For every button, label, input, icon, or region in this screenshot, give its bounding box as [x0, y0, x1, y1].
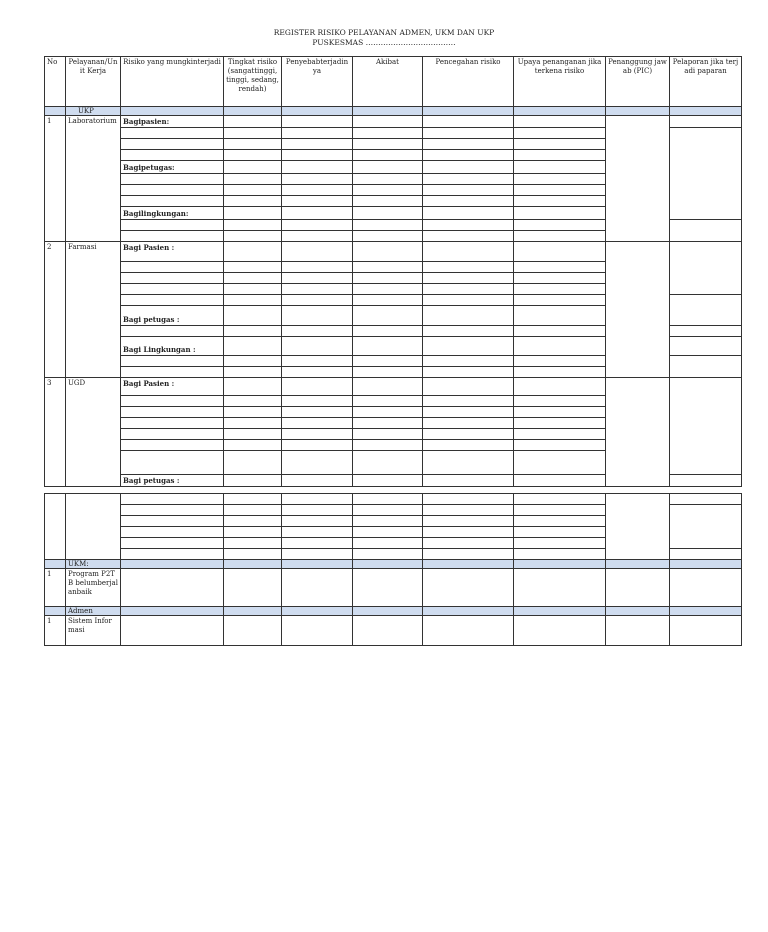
row-number: 1: [45, 569, 66, 607]
header-no: No: [45, 57, 66, 107]
section-row-ukm: [45, 560, 742, 569]
subheading: Bagilingkungan:: [121, 207, 224, 220]
header-effect: Akibat: [353, 57, 423, 107]
subheading: Bagi petugas :: [121, 475, 224, 487]
header-handling: Upaya penanganan jika terkena risiko: [514, 57, 606, 107]
section-row-admen: [45, 607, 742, 616]
header-risk: Risiko yang mungkinterjadi: [121, 57, 224, 107]
risk-register-table: [44, 56, 742, 487]
section-label-admen: Admen: [66, 607, 121, 616]
section-label-ukp: UKP: [66, 107, 121, 116]
unit-name: Laboratorium: [66, 116, 121, 242]
section-label-ukm: UKM:: [66, 560, 121, 569]
unit-name: Sistem Informasi: [66, 616, 121, 646]
row-number: 2: [45, 242, 66, 378]
table-row: [45, 378, 742, 396]
table-row: [45, 116, 742, 128]
header-row: [45, 57, 742, 107]
subheading: Bagi petugas :: [121, 306, 224, 326]
document-title: REGISTER RISIKO PELAYANAN ADMEN, UKM DAN UKP: [273, 28, 495, 37]
header-pic: Penanggung jawab (PIC): [606, 57, 670, 107]
unit-name: Farmasi: [66, 242, 121, 378]
row-number: 3: [45, 378, 66, 487]
row-number: 1: [45, 616, 66, 646]
header-reporting: Pelaporan jika terjadi paparan: [670, 57, 742, 107]
table-row: [45, 242, 742, 262]
unit-name: Program P2TB belumberjalanbaik: [66, 569, 121, 607]
subheading: Bagi Lingkungan :: [121, 337, 224, 356]
table-row: [45, 616, 742, 646]
document-subtitle: PUSKESMAS ………………………………: [312, 38, 456, 47]
row-number: 1: [45, 116, 66, 242]
risk-register-table-continued: [44, 493, 742, 646]
subheading: Bagipetugas:: [121, 161, 224, 174]
subheading: Bagi Pasien :: [121, 378, 224, 396]
header-cause: Penyebabterjadinya: [282, 57, 353, 107]
section-row-ukp: [45, 107, 742, 116]
header-prevention: Pencegahan risiko: [423, 57, 514, 107]
header-level: Tingkat risiko (sangattinggi, tinggi, sedang, rendah): [224, 57, 282, 107]
subheading: Bagi Pasien :: [121, 242, 224, 262]
table-row: [45, 569, 742, 607]
header-unit: Pelayanan/Unit Kerja: [66, 57, 121, 107]
unit-name: UGD: [66, 378, 121, 487]
table-row: [45, 494, 742, 505]
subheading: Bagipasien:: [121, 116, 224, 128]
